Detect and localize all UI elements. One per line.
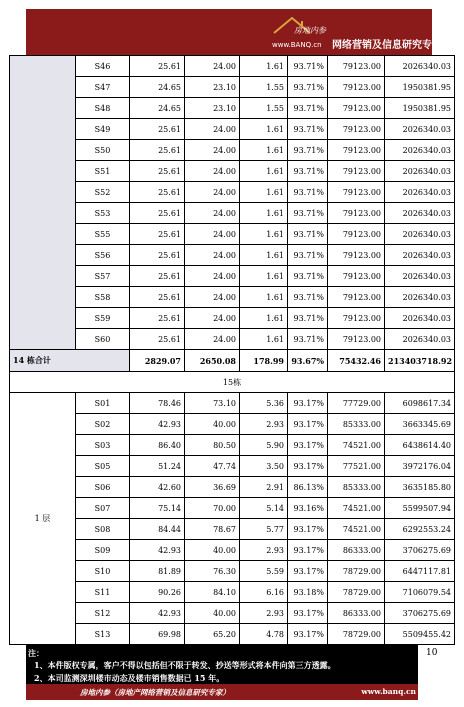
table-row: [10, 182, 455, 203]
summary-cell: 2650.08: [185, 350, 240, 372]
table-row: [10, 498, 455, 519]
value-cell: 42.93: [130, 603, 185, 624]
value-cell: 93.16%: [288, 498, 328, 519]
value-cell: 6.16: [240, 582, 288, 603]
value-cell: 1.61: [240, 182, 288, 203]
value-cell: 74521.00: [328, 519, 385, 540]
table-row: [10, 119, 455, 140]
value-cell: 2026340.03: [385, 245, 455, 266]
section-title: 15栋: [10, 372, 455, 393]
value-cell: 6447117.81: [385, 561, 455, 582]
section-title-row: [10, 372, 455, 393]
value-cell: 3706275.69: [385, 603, 455, 624]
value-cell: 93.17%: [288, 414, 328, 435]
value-cell: 40.00: [185, 540, 240, 561]
value-cell: 2026340.03: [385, 266, 455, 287]
unit-cell: S02: [76, 414, 130, 435]
table-row: [10, 245, 455, 266]
table-row: [10, 308, 455, 329]
table-row: [10, 77, 455, 98]
value-cell: 51.24: [130, 456, 185, 477]
unit-cell: S01: [76, 393, 130, 414]
value-cell: 78.67: [185, 519, 240, 540]
summary-cell: 213403718.92: [385, 350, 455, 372]
unit-cell: S05: [76, 456, 130, 477]
value-cell: 36.69: [185, 477, 240, 498]
table-row: [10, 519, 455, 540]
value-cell: 1.61: [240, 140, 288, 161]
value-cell: 2026340.03: [385, 329, 455, 350]
summary-row: [10, 350, 455, 372]
value-cell: 25.61: [130, 329, 185, 350]
value-cell: 1.61: [240, 308, 288, 329]
value-cell: 40.00: [185, 603, 240, 624]
value-cell: 25.61: [130, 308, 185, 329]
value-cell: 2026340.03: [385, 119, 455, 140]
value-cell: 25.61: [130, 119, 185, 140]
value-cell: 79123.00: [328, 182, 385, 203]
value-cell: 2026340.03: [385, 308, 455, 329]
unit-cell: S52: [76, 182, 130, 203]
value-cell: 93.71%: [288, 56, 328, 77]
value-cell: 78.46: [130, 393, 185, 414]
value-cell: 74521.00: [328, 435, 385, 456]
value-cell: 79123.00: [328, 98, 385, 119]
value-cell: 1.61: [240, 119, 288, 140]
value-cell: 24.00: [185, 287, 240, 308]
unit-cell: S53: [76, 203, 130, 224]
value-cell: 84.44: [130, 519, 185, 540]
value-cell: 86.13%: [288, 477, 328, 498]
value-cell: 80.50: [185, 435, 240, 456]
unit-cell: S58: [76, 287, 130, 308]
unit-cell: S49: [76, 119, 130, 140]
value-cell: 25.61: [130, 224, 185, 245]
value-cell: 1.61: [240, 245, 288, 266]
value-cell: 85333.00: [328, 414, 385, 435]
unit-cell: S09: [76, 540, 130, 561]
table-row: [10, 393, 455, 414]
value-cell: 24.00: [185, 119, 240, 140]
value-cell: 1.55: [240, 98, 288, 119]
value-cell: 3972176.04: [385, 456, 455, 477]
footer-bar-url: www.banq.cn: [361, 687, 416, 696]
value-cell: 93.17%: [288, 561, 328, 582]
value-cell: 79123.00: [328, 329, 385, 350]
unit-cell: S03: [76, 435, 130, 456]
building-14-rows: [10, 56, 455, 350]
table-row: [10, 435, 455, 456]
building-14-summary: [10, 350, 455, 393]
value-cell: 93.71%: [288, 266, 328, 287]
value-cell: 76.30: [185, 561, 240, 582]
value-cell: 24.00: [185, 245, 240, 266]
table-row: [10, 56, 455, 77]
value-cell: 1.61: [240, 329, 288, 350]
value-cell: 78729.00: [328, 624, 385, 645]
value-cell: 23.10: [185, 98, 240, 119]
table-row: [10, 287, 455, 308]
value-cell: 93.71%: [288, 308, 328, 329]
value-cell: 5509455.42: [385, 624, 455, 645]
value-cell: 40.00: [185, 414, 240, 435]
value-cell: 74521.00: [328, 498, 385, 519]
table-row: [10, 477, 455, 498]
value-cell: 2.91: [240, 477, 288, 498]
unit-cell: S60: [76, 329, 130, 350]
value-cell: 24.00: [185, 266, 240, 287]
sales-table-wrap: [9, 55, 454, 645]
value-cell: 93.17%: [288, 519, 328, 540]
value-cell: 73.10: [185, 393, 240, 414]
value-cell: 24.00: [185, 329, 240, 350]
value-cell: 3635185.80: [385, 477, 455, 498]
value-cell: 25.61: [130, 182, 185, 203]
value-cell: 93.17%: [288, 393, 328, 414]
value-cell: 79123.00: [328, 245, 385, 266]
value-cell: 5.90: [240, 435, 288, 456]
table-row: [10, 224, 455, 245]
footer-bar: [26, 684, 418, 700]
table-row: [10, 140, 455, 161]
value-cell: 78729.00: [328, 561, 385, 582]
summary-cell: 75432.46: [328, 350, 385, 372]
table-row: [10, 456, 455, 477]
value-cell: 93.71%: [288, 329, 328, 350]
value-cell: 5.14: [240, 498, 288, 519]
value-cell: 90.26: [130, 582, 185, 603]
value-cell: 6292553.24: [385, 519, 455, 540]
value-cell: 75.14: [130, 498, 185, 519]
value-cell: 25.61: [130, 287, 185, 308]
value-cell: 24.65: [130, 77, 185, 98]
value-cell: 24.65: [130, 98, 185, 119]
table-row: [10, 540, 455, 561]
value-cell: 79123.00: [328, 308, 385, 329]
summary-cell: 2829.07: [130, 350, 185, 372]
unit-cell: S59: [76, 308, 130, 329]
floor-cell: [10, 56, 76, 350]
value-cell: 1.55: [240, 77, 288, 98]
value-cell: 1.61: [240, 203, 288, 224]
table-row: [10, 266, 455, 287]
unit-cell: S56: [76, 245, 130, 266]
value-cell: 93.17%: [288, 456, 328, 477]
value-cell: 24.00: [185, 203, 240, 224]
table-row: [10, 203, 455, 224]
summary-cell: 178.99: [240, 350, 288, 372]
value-cell: 70.00: [185, 498, 240, 519]
value-cell: 79123.00: [328, 161, 385, 182]
value-cell: 24.00: [185, 140, 240, 161]
value-cell: 86333.00: [328, 540, 385, 561]
value-cell: 24.00: [185, 224, 240, 245]
value-cell: 93.17%: [288, 540, 328, 561]
value-cell: 6098617.34: [385, 393, 455, 414]
value-cell: 93.18%: [288, 582, 328, 603]
note-line: 2、本司监测深圳楼市动态及楼市销售数据已 15 年。: [34, 673, 225, 683]
value-cell: 2026340.03: [385, 224, 455, 245]
value-cell: 1.61: [240, 224, 288, 245]
value-cell: 93.17%: [288, 624, 328, 645]
floor-cell: 1 层: [10, 393, 76, 645]
value-cell: 2.93: [240, 414, 288, 435]
table-row: [10, 329, 455, 350]
value-cell: 2026340.03: [385, 140, 455, 161]
value-cell: 1.61: [240, 161, 288, 182]
value-cell: 79123.00: [328, 140, 385, 161]
value-cell: 42.60: [130, 477, 185, 498]
unit-cell: S06: [76, 477, 130, 498]
value-cell: 42.93: [130, 540, 185, 561]
unit-cell: S47: [76, 77, 130, 98]
value-cell: 79123.00: [328, 287, 385, 308]
table-row: [10, 98, 455, 119]
unit-cell: S48: [76, 98, 130, 119]
value-cell: 2.93: [240, 540, 288, 561]
table-row: [10, 561, 455, 582]
value-cell: 93.17%: [288, 435, 328, 456]
value-cell: 86.40: [130, 435, 185, 456]
value-cell: 2026340.03: [385, 56, 455, 77]
footer-notes: [26, 644, 418, 700]
unit-cell: S57: [76, 266, 130, 287]
value-cell: 93.17%: [288, 603, 328, 624]
value-cell: 25.61: [130, 203, 185, 224]
value-cell: 2026340.03: [385, 287, 455, 308]
unit-cell: S13: [76, 624, 130, 645]
value-cell: 5.77: [240, 519, 288, 540]
summary-label: 14 栋合计: [10, 350, 130, 372]
footer-bar-text: 房地内参（房地产网络营销及信息研究专家）: [80, 688, 230, 697]
value-cell: 24.00: [185, 308, 240, 329]
summary-cell: 93.67%: [288, 350, 328, 372]
unit-cell: S10: [76, 561, 130, 582]
header-tagline: 网络营销及信息研究专家: [332, 40, 442, 51]
value-cell: 5.59: [240, 561, 288, 582]
value-cell: 2026340.03: [385, 161, 455, 182]
unit-cell: S50: [76, 140, 130, 161]
unit-cell: S07: [76, 498, 130, 519]
value-cell: 85333.00: [328, 477, 385, 498]
value-cell: 5.36: [240, 393, 288, 414]
table-row: [10, 603, 455, 624]
value-cell: 79123.00: [328, 203, 385, 224]
table-row: [10, 414, 455, 435]
value-cell: 5599507.94: [385, 498, 455, 519]
unit-cell: S46: [76, 56, 130, 77]
value-cell: 93.71%: [288, 119, 328, 140]
page-number: 10: [426, 648, 438, 658]
value-cell: 93.71%: [288, 224, 328, 245]
table-row: [10, 624, 455, 645]
sales-table: [9, 55, 455, 645]
value-cell: 7106079.54: [385, 582, 455, 603]
value-cell: 24.00: [185, 161, 240, 182]
value-cell: 93.71%: [288, 182, 328, 203]
value-cell: 1.61: [240, 287, 288, 308]
value-cell: 77521.00: [328, 456, 385, 477]
logo: [272, 15, 332, 51]
value-cell: 69.98: [130, 624, 185, 645]
value-cell: 2026340.03: [385, 203, 455, 224]
value-cell: 6438614.40: [385, 435, 455, 456]
value-cell: 79123.00: [328, 119, 385, 140]
value-cell: 1950381.95: [385, 77, 455, 98]
value-cell: 93.71%: [288, 77, 328, 98]
unit-cell: S55: [76, 224, 130, 245]
logo-url-text: www.BANQ.cn: [272, 41, 322, 49]
value-cell: 3706275.69: [385, 540, 455, 561]
value-cell: 23.10: [185, 77, 240, 98]
value-cell: 78729.00: [328, 582, 385, 603]
value-cell: 93.71%: [288, 140, 328, 161]
value-cell: 81.89: [130, 561, 185, 582]
table-row: [10, 582, 455, 603]
value-cell: 25.61: [130, 266, 185, 287]
value-cell: 24.00: [185, 182, 240, 203]
value-cell: 93.71%: [288, 98, 328, 119]
value-cell: 2.93: [240, 603, 288, 624]
value-cell: 77729.00: [328, 393, 385, 414]
value-cell: 25.61: [130, 140, 185, 161]
logo-cn-text: 房地内参: [294, 26, 326, 35]
value-cell: 93.71%: [288, 203, 328, 224]
building-15-rows: [10, 393, 455, 645]
value-cell: 25.61: [130, 56, 185, 77]
value-cell: 42.93: [130, 414, 185, 435]
value-cell: 4.78: [240, 624, 288, 645]
value-cell: 93.71%: [288, 245, 328, 266]
value-cell: 84.10: [185, 582, 240, 603]
value-cell: 25.61: [130, 161, 185, 182]
note-line: 1、本件版权专属，客户不得以包括但不限于转发、抄送等形式将本件向第三方透露。: [34, 660, 336, 670]
unit-cell: S12: [76, 603, 130, 624]
value-cell: 86333.00: [328, 603, 385, 624]
value-cell: 93.71%: [288, 287, 328, 308]
value-cell: 1950381.95: [385, 98, 455, 119]
value-cell: 47.74: [185, 456, 240, 477]
value-cell: 25.61: [130, 245, 185, 266]
value-cell: 65.20: [185, 624, 240, 645]
value-cell: 79123.00: [328, 224, 385, 245]
value-cell: 2026340.03: [385, 182, 455, 203]
value-cell: 79123.00: [328, 266, 385, 287]
unit-cell: S08: [76, 519, 130, 540]
table-row: [10, 161, 455, 182]
value-cell: 93.71%: [288, 161, 328, 182]
value-cell: 3663345.69: [385, 414, 455, 435]
value-cell: 79123.00: [328, 56, 385, 77]
value-cell: 24.00: [185, 56, 240, 77]
unit-cell: S11: [76, 582, 130, 603]
unit-cell: S51: [76, 161, 130, 182]
value-cell: 79123.00: [328, 77, 385, 98]
note-title: 注：: [28, 648, 44, 658]
value-cell: 1.61: [240, 266, 288, 287]
value-cell: 1.61: [240, 56, 288, 77]
value-cell: 3.50: [240, 456, 288, 477]
page-header: [26, 9, 442, 55]
